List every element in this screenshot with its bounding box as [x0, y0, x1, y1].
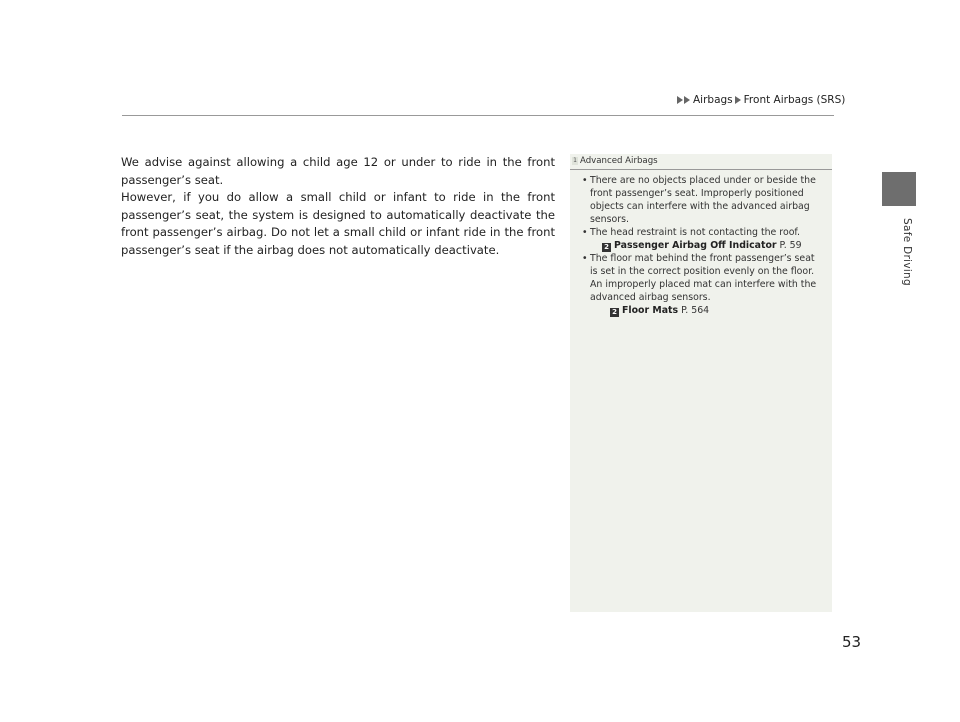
- cross-reference-link[interactable]: [582, 239, 818, 252]
- bullet-icon: •: [582, 253, 588, 264]
- sidebar-note: [570, 154, 832, 612]
- breadcrumb-item-front-airbags[interactable]: Front Airbags (SRS): [743, 94, 846, 106]
- body-text: [121, 154, 555, 259]
- sidebar-divider: [570, 169, 832, 170]
- header-divider: [122, 115, 834, 116]
- list-item: [582, 252, 818, 304]
- breadcrumb-item-airbags[interactable]: Airbags: [693, 94, 733, 106]
- page-number: 53: [842, 633, 862, 651]
- paragraph: However, if you do allow a small child or infant to ride in the front passenger’s seat, the system is designed to automatically deactivate the front passenger’s airbag. Do not let a small child or infant ride in the front passenger’s seat if the airbag does not automatically deactivate.: [121, 190, 555, 257]
- note-number-icon: 1: [573, 157, 577, 164]
- cross-reference-link[interactable]: [582, 304, 818, 317]
- bullet-icon: •: [582, 227, 588, 238]
- sidebar-heading-text: Advanced Airbags: [580, 156, 658, 166]
- reference-page: P. 59: [779, 240, 802, 251]
- reference-arrow-icon: 2: [602, 243, 611, 252]
- reference-title: Passenger Airbag Off Indicator: [614, 240, 777, 251]
- list-item-text: The floor mat behind the front passenger’s seat is set in the correct position evenly on the floor. An improperly placed mat can interfere with the advanced airbag sensors.: [590, 253, 817, 303]
- reference-page: P. 564: [681, 305, 710, 316]
- sidebar-heading: [570, 154, 832, 168]
- breadcrumb-arrow-icon: [677, 96, 683, 104]
- paragraph: We advise against allowing a child age 12 or under to ride in the front passenger’s seat.: [121, 155, 555, 187]
- list-item-text: The head restraint is not contacting the roof.: [590, 227, 801, 238]
- chapter-tab[interactable]: [882, 172, 916, 206]
- list-item-text: There are no objects placed under or beside the front passenger’s seat. Improperly positioned objects can interfere with the advanced airbag sensors.: [590, 175, 816, 225]
- breadcrumb-arrow-icon: [684, 96, 690, 104]
- breadcrumb: [677, 94, 845, 106]
- list-item: [582, 226, 818, 239]
- sidebar-list: [570, 174, 832, 317]
- bullet-icon: •: [582, 175, 588, 186]
- list-item: [582, 174, 818, 226]
- breadcrumb-arrow-icon: [735, 96, 741, 104]
- chapter-label: Safe Driving: [901, 218, 913, 286]
- reference-arrow-icon: 2: [610, 308, 619, 317]
- reference-title: Floor Mats: [622, 305, 679, 316]
